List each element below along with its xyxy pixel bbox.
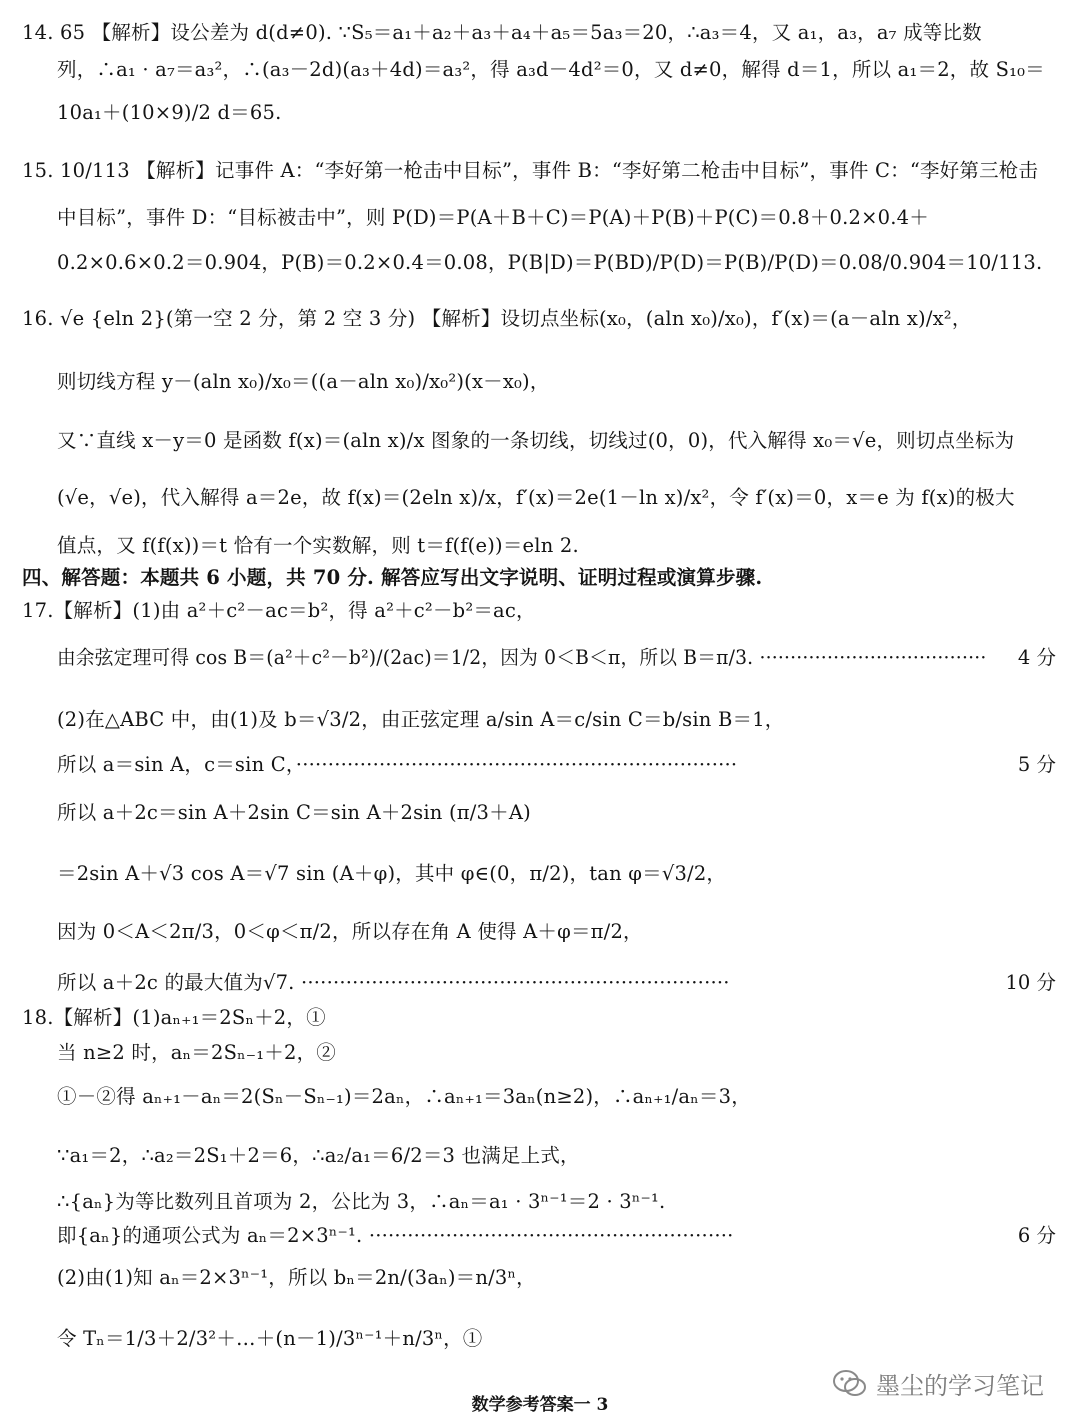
solution-line: ∵a₁＝2，∴a₂＝2S₁＋2＝6，∴a₂/a₁＝6/2＝3 也满足上式， [57,1144,580,1167]
solution-line: 15. 10/113 【解析】记事件 A：“李好第一枪击中目标”，事件 B：“李好第二枪击中目标”，事件 C：“李好第三枪击 [22,159,1039,182]
solution-line: 值点，又 f(f(x))＝t 恰有一个实数解，则 t＝f(f(e))＝eln 2. [57,534,579,557]
solution-line: 16. √e {eln 2}(第一空 2 分，第 2 空 3 分) 【解析】设切点坐标(x₀，(aln x₀)/x₀)，f′(x)＝(a－aln x)/x²， [22,307,972,330]
watermark-text: 墨尘的学习笔记 [876,1372,1044,1400]
solution-line: 10a₁＋(10×9)/2 d＝65. [57,101,282,124]
score-points: 4 分 [1017,646,1056,669]
solution-line: 当 n≥2 时，aₙ＝2Sₙ₋₁＋2，② [57,1041,336,1064]
section-heading: 四、解答题：本题共 6 小题，共 70 分. 解答应写出文字说明、证明过程或演算步骤. [22,566,763,589]
wechat-icon [832,1369,868,1399]
solution-line: (√e，√e)，代入解得 a＝2e，故 f(x)＝(2eln x)/x，f′(x)＝2e(1－ln x)/x²，令 f′(x)＝0，x＝e 为 f(x)的极大 [57,486,1015,509]
solution-line: (2)在△ABC 中，由(1)及 b＝√3/2，由正弦定理 a/sin A＝c/sin C＝b/sin B＝1， [57,708,785,731]
score-points: 5 分 [1017,753,1056,776]
solution-line: 0.2×0.6×0.2＝0.904，P(B)＝0.2×0.4＝0.08，P(B|D)＝P(BD)/P(D)＝P(B)/P(D)＝0.08/0.904＝10/113. [57,251,1043,274]
solution-line: 18.【解析】(1)aₙ₊₁＝2Sₙ＋2，① [22,1006,326,1029]
solution-line: 所以 a＋2c＝sin A＋2sin C＝sin A＋2sin (π/3＋A) [57,801,531,824]
solution-line: 即{aₙ}的通项公式为 aₙ＝2×3ⁿ⁻¹. ························································· [57,1224,734,1247]
solution-line: 列，∴a₁ · a₇＝a₃²，∴(a₃－2d)(a₃＋4d)＝a₃²，得 a₃d－4d²＝0，又 d≠0，解得 d＝1，所以 a₁＝2，故 S₁₀＝ [57,58,1045,81]
solution-line: 由余弦定理可得 cos B＝(a²＋c²－b²)/(2ac)＝1/2，因为 0＜B＜π，所以 B＝π/3. ····································· [57,646,987,669]
solution-line: 所以 a＝sin A，c＝sin C，····································································· [57,753,738,776]
solution-line: (2)由(1)知 aₙ＝2×3ⁿ⁻¹，所以 bₙ＝2n/(3aₙ)＝n/3ⁿ， [57,1266,536,1289]
solution-line: 因为 0＜A＜2π/3，0＜φ＜π/2，所以存在角 A 使得 A＋φ＝π/2， [57,920,643,943]
solution-line: 又∵直线 x－y＝0 是函数 f(x)＝(aln x)/x 图象的一条切线，切线过(0，0)，代入解得 x₀＝√e，则切点坐标为 [57,429,1015,452]
solution-line: ①－②得 aₙ₊₁－aₙ＝2(Sₙ－Sₙ₋₁)＝2aₙ，∴aₙ₊₁＝3aₙ(n≥2)，∴aₙ₊₁/aₙ＝3， [57,1085,751,1108]
solution-line: ＝2sin A＋√3 cos A＝√7 sin (A＋φ)，其中 φ∈(0，π/2)，tan φ＝√3/2， [57,862,727,885]
page-footer: 数学参考答案一 3 [471,1395,609,1415]
solution-line: 则切线方程 y－(aln x₀)/x₀＝((a－aln x₀)/x₀²)(x－x₀)， [57,370,550,393]
score-points: 10 分 [1005,971,1056,994]
watermark [832,1366,1044,1401]
solution-line: 中目标”，事件 D：“目标被击中”，则 P(D)＝P(A＋B＋C)＝P(A)＋P(B)＋P(C)＝0.8＋0.2×0.4＋ [57,206,929,229]
score-points: 6 分 [1017,1224,1056,1247]
solution-line: 令 Tₙ＝1/3＋2/3²＋…＋(n－1)/3ⁿ⁻¹＋n/3ⁿ，① [57,1327,483,1350]
solution-line: 17.【解析】(1)由 a²＋c²－ac＝b²，得 a²＋c²－b²＝ac， [22,599,536,622]
solution-line: ∴{aₙ}为等比数列且首项为 2，公比为 3，∴aₙ＝a₁ · 3ⁿ⁻¹＝2 · 3ⁿ⁻¹. [57,1190,666,1213]
solution-line: 所以 a＋2c 的最大值为√7. ··································································· [57,971,730,994]
solution-line: 14. 65 【解析】设公差为 d(d≠0). ∵S₅＝a₁＋a₂＋a₃＋a₄＋a₅＝5a₃＝20，∴a₃＝4，又 a₁，a₃，a₇ 成等比数 [22,21,982,44]
